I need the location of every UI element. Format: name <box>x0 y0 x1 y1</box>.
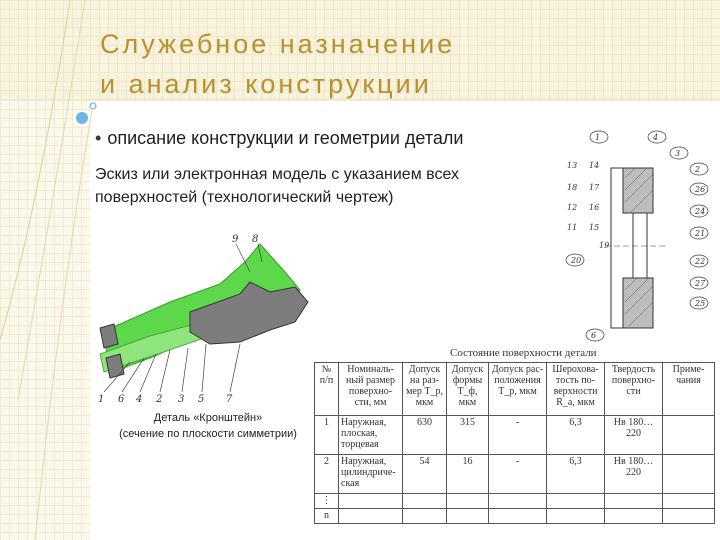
section-label: 26 <box>695 185 706 194</box>
section-label: 16 <box>589 203 600 212</box>
table-header: Приме-чания <box>663 363 715 416</box>
caption-line-1: Деталь «Кронштейн» <box>153 412 263 424</box>
section-label: 6 <box>591 331 597 340</box>
table-row <box>315 494 715 509</box>
table-cell <box>547 509 605 524</box>
bullet-text: описание конструкции и геометрии детали <box>107 128 464 148</box>
section-label: 27 <box>695 279 706 288</box>
table-header: Допуск рас-положения T_р, мкм <box>489 363 547 416</box>
surface-table <box>314 362 715 524</box>
table-cell: 6,3 <box>547 455 605 494</box>
table-cell <box>489 509 547 524</box>
sketch-label: 1 <box>98 394 105 405</box>
bullet-point <box>95 128 463 149</box>
section-label: 24 <box>695 207 706 216</box>
sketch-label: 8 <box>252 234 259 245</box>
table-header: Допуск на раз-мер T_р, мкм <box>403 363 447 416</box>
table-header: Номиналь-ный размер поверхно-сти, мм <box>339 363 403 416</box>
table-header: Твердость поверхно-сти <box>605 363 663 416</box>
title-line-2: и анализ конструкции <box>100 69 432 99</box>
caption-line-2: (сечение по плоскости симметрии) <box>119 428 297 440</box>
section-label: 19 <box>599 241 610 250</box>
table-cell: 630 <box>403 416 447 455</box>
sketch-label: 9 <box>232 234 239 245</box>
slide-title <box>100 24 455 104</box>
table-cell <box>663 416 715 455</box>
table-cell: ⋮ <box>315 494 339 509</box>
section-label: 21 <box>695 229 706 238</box>
section-label: 1 <box>595 133 601 142</box>
sketch-caption <box>98 410 318 442</box>
section-label: 25 <box>695 299 706 308</box>
table-cell <box>339 494 403 509</box>
table-cell <box>663 494 715 509</box>
section-label: 22 <box>695 257 706 266</box>
section-label: 3 <box>675 149 681 158</box>
section-label: 12 <box>567 203 578 212</box>
table-cell <box>403 494 447 509</box>
body-text: Эскиз или электронная модель с указанием всех поверхностей (технологический чертеж) <box>95 166 460 206</box>
section-label: 14 <box>589 161 600 170</box>
bullet-circle-icon <box>75 111 89 125</box>
table-cell: - <box>489 416 547 455</box>
section-label: 18 <box>567 183 578 192</box>
table-cell: 315 <box>447 416 489 455</box>
section-label: 2 <box>695 165 701 174</box>
table-cell <box>447 494 489 509</box>
table-cell <box>605 509 663 524</box>
section-label: 11 <box>567 223 578 232</box>
table-cell: 6,3 <box>547 416 605 455</box>
sketch-label: 4 <box>136 394 143 405</box>
table-cell <box>447 509 489 524</box>
small-circle-icon <box>90 103 96 109</box>
table-cell <box>489 494 547 509</box>
sketch-label: 2 <box>156 394 163 405</box>
section-label: 17 <box>589 183 600 192</box>
title-line-1: Служебное назначение <box>100 29 456 59</box>
table-cell: Наружная, цилиндриче-ская <box>339 455 403 494</box>
table-header: № п/п <box>315 363 339 416</box>
table-cell: n <box>315 509 339 524</box>
table-cell: 1 <box>315 416 339 455</box>
table-cell <box>403 509 447 524</box>
table-cell: Нв 180…220 <box>605 416 663 455</box>
table-row <box>315 416 715 455</box>
table-header: Допуск формы T_ф, мкм <box>447 363 489 416</box>
bullet-dot-icon: • <box>95 128 102 148</box>
section-label: 13 <box>567 161 578 170</box>
table-row <box>315 455 715 494</box>
table-cell <box>547 494 605 509</box>
sketch-label: 6 <box>118 394 125 405</box>
table-header: Шерохова-тость по-верхности R_a, мкм <box>547 363 605 416</box>
table-cell <box>605 494 663 509</box>
sketch-label: 5 <box>198 394 205 405</box>
table-cell <box>663 509 715 524</box>
section-label: 15 <box>589 223 600 232</box>
table-cell: Нв 180…220 <box>605 455 663 494</box>
bracket-sketch <box>90 232 330 407</box>
table-row <box>315 509 715 524</box>
sketch-label: 3 <box>178 394 185 405</box>
section-label: 20 <box>571 256 582 265</box>
table-cell: 54 <box>403 455 447 494</box>
section-label: 4 <box>653 133 659 142</box>
table-cell <box>339 509 403 524</box>
sketch-label: 7 <box>226 394 233 405</box>
table-cell: - <box>489 455 547 494</box>
table-cell: Наружная, плоская, торцевая <box>339 416 403 455</box>
table-cell <box>663 455 715 494</box>
table-cell: 16 <box>447 455 489 494</box>
table-cell: 2 <box>315 455 339 494</box>
table-header-row <box>315 363 715 416</box>
section-drawing <box>565 128 715 348</box>
table-title: Состояние поверхности детали <box>450 347 597 359</box>
